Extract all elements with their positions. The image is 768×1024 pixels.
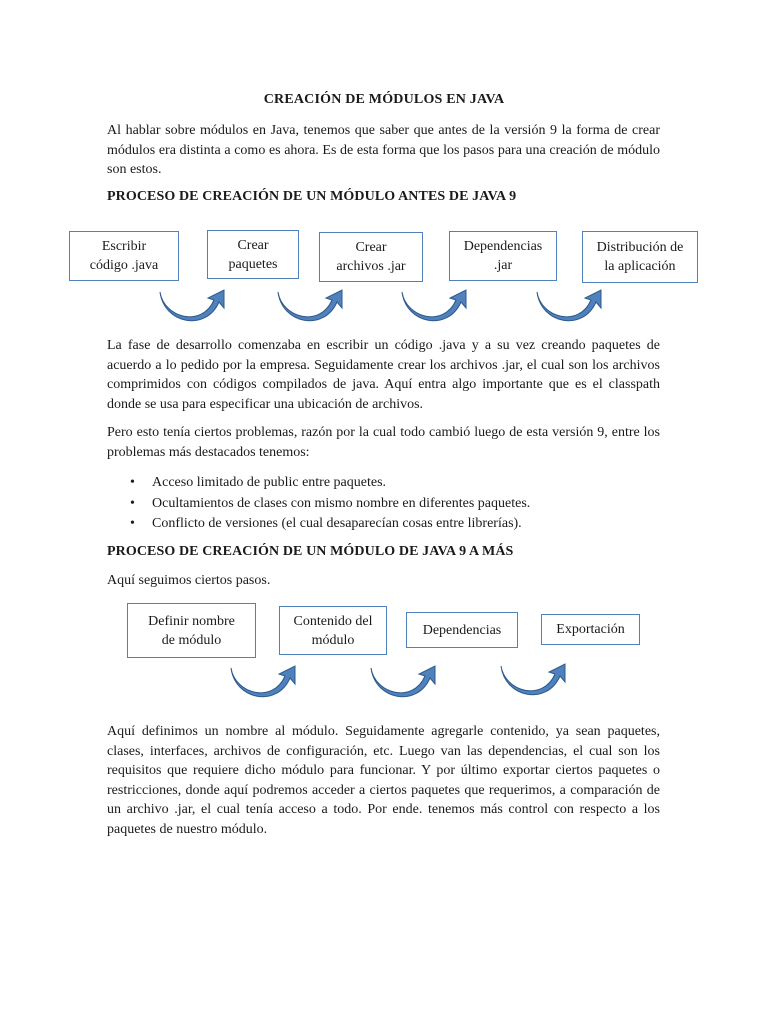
- section2-lead: Aquí seguimos ciertos pasos.: [107, 573, 271, 588]
- step-label-line2: .jar: [493, 258, 513, 273]
- list-item: • Ocultamientos de clases con mismo nombre en diferentes paquetes.: [130, 494, 530, 515]
- step-label-line2: la aplicación: [604, 259, 676, 274]
- bullet-dot-icon: •: [130, 495, 135, 511]
- list-item: • Conflicto de versiones (el cual desaparecían cosas entre librerías).: [130, 514, 530, 535]
- step-label-line1: Crear: [355, 240, 387, 255]
- intro-paragraph: Al hablar sobre módulos en Java, tenemos que saber que antes de la versión 9 la forma de crear módulos era distinta a como es ahora. Es de esta forma que los pasos para una creación de módulo son estos.: [107, 123, 660, 177]
- step-label-line1: Dependencias: [422, 622, 502, 638]
- curved-arrow-icon: [229, 664, 299, 704]
- document-title: CREACIÓN DE MÓDULOS EN JAVA: [263, 92, 505, 107]
- step-label-line2: archivos .jar: [336, 259, 406, 274]
- bullet-dot-icon: •: [130, 516, 135, 531]
- curved-arrow-icon: [499, 662, 569, 702]
- section1-paragraph2: Pero esto tenía ciertos problemas, razón por la cual todo cambió luego de esta versión 9, entre los problemas más destacados tenemos:: [107, 425, 660, 460]
- step-label-line2: de módulo: [161, 632, 222, 648]
- step-label-line1: Contenido del: [293, 613, 373, 629]
- curved-arrow-icon: [158, 288, 228, 328]
- section1-paragraph1: La fase de desarrollo comenzaba en escribir un código .java y a su vez creando paquetes de acuerdo a lo pedido por la empresa. Seguidamente crear los archivos .jar, el cual son los archivos comprimidos con códigos compilados de java. Aquí entra algo importante que es el classpath donde se usa para especificar una ubicación de archivos.: [107, 338, 660, 412]
- step-label-line2: código .java: [89, 258, 159, 273]
- step-label-line1: Dependencias: [463, 239, 543, 254]
- curved-arrow-icon: [400, 288, 470, 328]
- step-label-line1: Exportación: [556, 622, 625, 637]
- curved-arrow-icon: [535, 288, 605, 328]
- section1-heading: PROCESO DE CREACIÓN DE UN MÓDULO ANTES DE JAVA 9: [107, 189, 517, 204]
- curved-arrow-icon: [276, 288, 346, 328]
- step-box-escribir-codigo: [69, 231, 179, 281]
- step-box-dependencias-jar: [449, 231, 557, 281]
- step-box-definir-nombre: [127, 603, 256, 658]
- step-label-line1: Definir nombre: [148, 613, 235, 629]
- bullet-dot-icon: •: [130, 475, 135, 490]
- step-label-line1: Escribir: [101, 239, 147, 254]
- step-box-exportacion: [541, 614, 640, 645]
- problems-list: [130, 473, 530, 535]
- step-box-distribucion: [582, 231, 698, 283]
- step-label-line2: módulo: [311, 632, 355, 648]
- step-label-line1: Crear: [237, 237, 269, 253]
- step-box-dependencias: [406, 612, 518, 648]
- list-item: • Acceso limitado de public entre paquetes.: [130, 473, 530, 494]
- step-box-crear-paquetes: [207, 230, 299, 279]
- step-label-line2: paquetes: [228, 256, 278, 272]
- curved-arrow-icon: [369, 664, 439, 704]
- step-box-contenido: [279, 606, 387, 655]
- section2-heading: PROCESO DE CREACIÓN DE UN MÓDULO DE JAVA 9 A MÁS: [107, 544, 514, 559]
- step-box-crear-jar: [319, 232, 423, 282]
- step-label-line1: Distribución de: [596, 240, 684, 255]
- section2-paragraph: Aquí definimos un nombre al módulo. Seguidamente agregarle contenido, ya sean paquetes, clases, interfaces, archivos de configuración, etc. Luego van las dependencias, el cual son los requisitos que requiere dicho módulo para funcionar. Y por último exportar ciertos paquetes o restricciones, donde aquí podremos acceder a ciertos paquetes que requerimos, a comparación de un archivo .jar, el cual tenía acceso a todo. Por ende. tenemos más control con respecto a los paquetes de nuestro módulo.: [107, 724, 660, 837]
